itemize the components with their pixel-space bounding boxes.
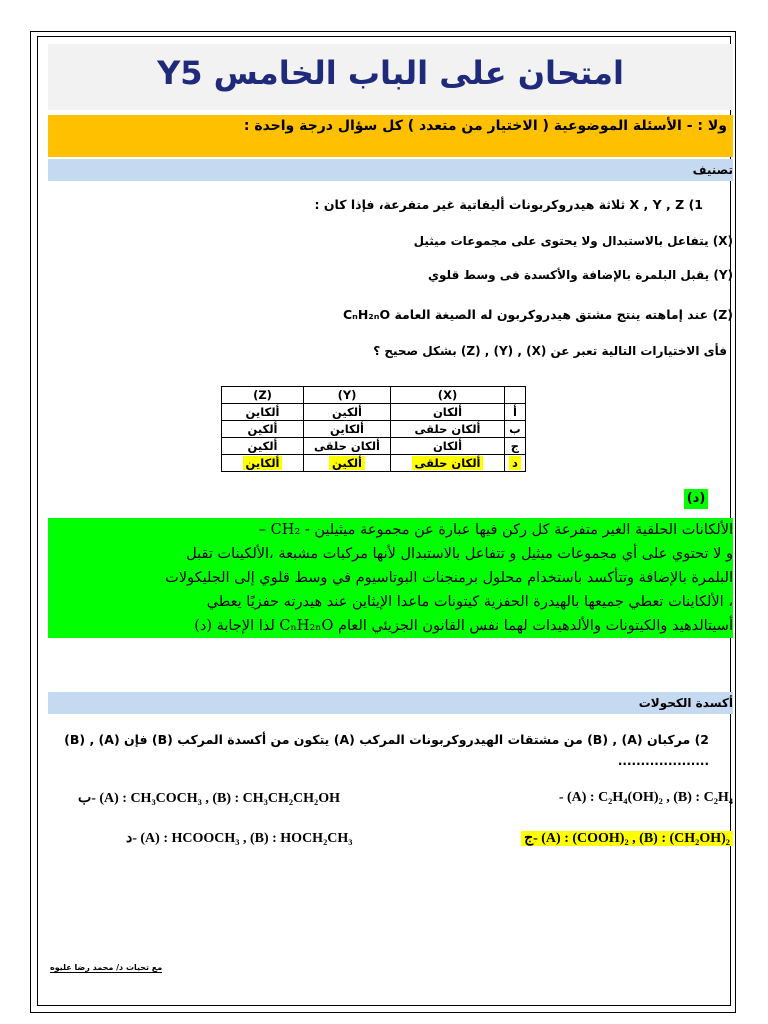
footer-credit: مع تحيات د/ محمد رضا عليوه [50, 963, 163, 972]
category-header-classification [48, 159, 733, 181]
exam-content [48, 44, 733, 1004]
table-header: (Y) [304, 387, 391, 404]
highlight: ألكاين [243, 456, 283, 470]
table-row-correct [222, 455, 526, 472]
q2-option-c [521, 830, 733, 847]
category-label: تصنيف [692, 163, 733, 177]
q1-y-condition: (Y) يقبل البلمرة بالإضافة والأكسدة فى وسط قلوي [428, 268, 733, 282]
table-cell [505, 387, 526, 404]
category-header-oxidation [48, 692, 733, 714]
table-cell [391, 455, 505, 472]
table-cell [222, 455, 304, 472]
explanation-line: البلمرة بالإضافة وتتأكسد باستخدام محلول برمنجنات البوتاسيوم في وسط قلوي إلى الجليكولات [48, 566, 733, 590]
section-header-text: ولا : - الأسئلة الموضوعية ( الاختيار من متعدد ) كل سؤال درجة واحدة : [243, 118, 727, 134]
explanation-line: الألكانات الحلقية الغير متفرعة كل ركن فيها عبارة عن مجموعة ميثيلين - CH₂ – [48, 518, 733, 542]
option-letter [505, 455, 526, 472]
table-cell: ألكين [222, 438, 304, 455]
table-cell: ألكان [391, 438, 505, 455]
q2-option-d: د- (A) : HCOOCH₃ , (B) : HOCH₂CH₃ [126, 831, 353, 846]
table-row [222, 404, 526, 421]
explanation-line: ، الألكاينات تعطي جميعها بالهيدرة الحفزية كيتونات ماعدا الإيثاين عند هيدرته حفزيًا يعطي [48, 590, 733, 614]
table-header-row [222, 387, 526, 404]
highlight: ألكين [329, 456, 365, 470]
q1-answer: (د) [684, 489, 708, 509]
table-cell: ألكاين [222, 404, 304, 421]
table-cell: ألكان حلقى [304, 438, 391, 455]
table-cell: ألكاين [304, 421, 391, 438]
table-cell [304, 455, 391, 472]
table-cell: ألكان حلقى [391, 421, 505, 438]
table-header: (Z) [222, 387, 304, 404]
q1-options-table [221, 386, 526, 472]
section-header [48, 115, 733, 157]
option-letter: ب [505, 421, 526, 438]
exam-title: امتحان على الباب الخامس Y5 [48, 44, 733, 110]
table-cell: ألكين [222, 421, 304, 438]
table-row [222, 421, 526, 438]
explanation-line: أسيتالدهيد والكيتونات والألدهيدات لهما نفس القانون الجزيئي العام CₙH₂ₙO لذا الإجابة (د) [48, 614, 733, 638]
explanation-line: و لا تحتوي على أي مجموعات ميثيل و تتفاعل بالاستبدال لأنها مركبات مشبعة ،الألكينات تقبل [48, 542, 733, 566]
category-label: أكسدة الكحولات [638, 696, 733, 710]
option-letter: أ [505, 404, 526, 421]
q2-option-a: - (A) : C₂H₄(OH)₂ , (B) : C₂H₄ [558, 790, 733, 805]
highlight: ألكان حلقى [412, 456, 484, 470]
option-letter: ج [505, 438, 526, 455]
q1-question: فأى الاختيارات التالية تعبر عن (X) , (Y) , (Z) بشكل صحيح ؟ [373, 344, 727, 358]
q1-intro: 1) X , Y , Z ثلاثة هيدروكربونات أليفاتية غير متفرعة، فإذا كان : [314, 197, 703, 212]
highlight: د [509, 456, 521, 470]
q2-option-b: ب- (A) : CH₃COCH₃ , (B) : CH₃CH₂CH₂OH [78, 791, 341, 806]
table-cell: ألكين [304, 404, 391, 421]
highlight: ج- (A) : (COOH)₂ , (B) : (CH₂OH)₂ [521, 831, 733, 846]
table-header: (X) [391, 387, 505, 404]
q1-explanation [48, 518, 733, 638]
table-cell: ألكان [391, 404, 505, 421]
q1-z-condition: (Z) عند إماهته ينتج مشتق هيدروكربون له الصيغة العامة CₙH₂ₙO [342, 307, 733, 322]
q2-dots: .................... [617, 754, 709, 768]
q2-text: 2) مركبان (A) , (B) من مشتقات الهيدروكربونات المركب (A) يتكون من أكسدة المركب (B) فإن (A) , (B) [64, 732, 709, 747]
q1-x-condition: (X) يتفاعل بالاستبدال ولا يحتوى على مجموعات ميثيل [413, 234, 733, 248]
table-row [222, 438, 526, 455]
